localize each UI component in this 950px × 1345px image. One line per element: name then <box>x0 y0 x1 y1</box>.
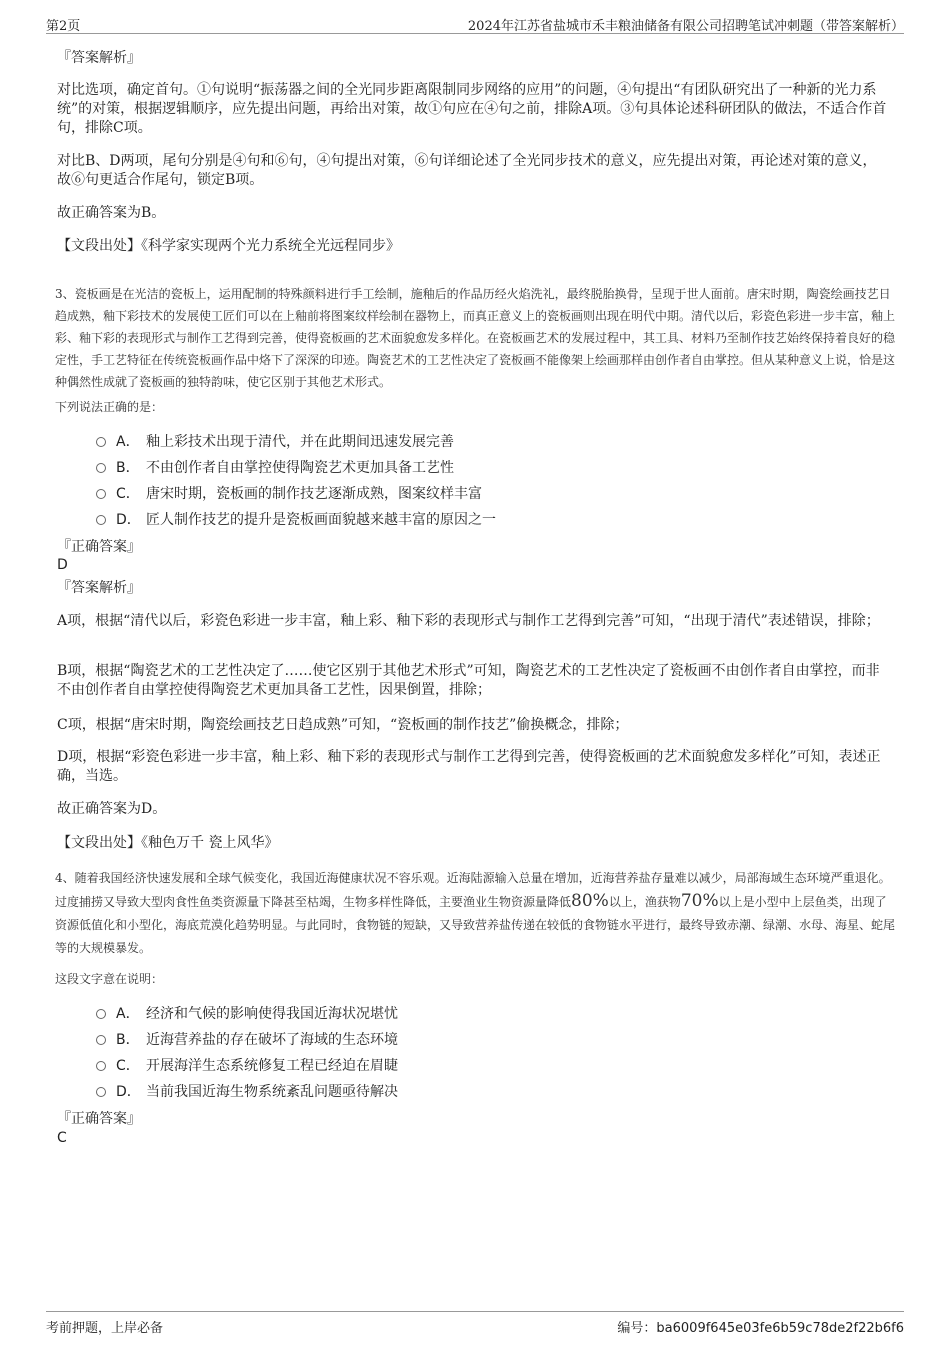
document-id: 编号：ba6009f645e03fe6b59c78de2f22b6f6 <box>617 1321 904 1336</box>
q3-option-c[interactable]: C． 唐宋时期，瓷板画的制作技艺逐渐成熟，图案纹样丰富 <box>96 484 482 504</box>
q4-prompt: 这段文字意在说明： <box>55 972 164 986</box>
radio-icon[interactable] <box>96 489 106 499</box>
radio-icon[interactable] <box>96 1087 106 1097</box>
q3-source: 【文段出处】《釉色万千 瓷上风华》 <box>57 835 279 851</box>
q2-conclusion: 故正确答案为B。 <box>57 205 166 221</box>
radio-icon[interactable] <box>96 1009 106 1019</box>
q2-analysis-label: 『答案解析』 <box>57 50 141 66</box>
q4-answer: C <box>57 1130 67 1146</box>
radio-icon[interactable] <box>96 437 106 447</box>
q3-analysis-label: 『答案解析』 <box>57 580 141 596</box>
q3-option-b[interactable]: B． 不由创作者自由掌控使得陶瓷艺术更加具备工艺性 <box>96 458 454 478</box>
q2-analysis-para1: 对比选项，确定首句。①句说明“振荡器之间的全光同步距离限制同步网络的应用”的问题，④句提出“有团队研究出了一种新的光力系统”的对策，根据逻辑顺序，应先提出问题，再给出对策，故①句应在④句之前，排除A项。③句具体论述科研团队的做法，不适合作首句，排除C项。 <box>57 82 887 136</box>
radio-icon[interactable] <box>96 1035 106 1045</box>
radio-icon[interactable] <box>96 1061 106 1071</box>
q3-analysis-a: A项，根据“清代以后，彩瓷色彩进一步丰富，釉上彩、釉下彩的表现形式与制作工艺得到完善”可知，“出现于清代”表述错误，排除； <box>57 613 880 629</box>
q4-option-d[interactable]: D． 当前我国近海生物系统紊乱问题亟待解决 <box>96 1082 398 1102</box>
q3-prompt: 下列说法正确的是： <box>55 400 164 414</box>
radio-icon[interactable] <box>96 463 106 473</box>
q3-answer-label: 『正确答案』 <box>57 539 141 555</box>
q3-answer: D <box>57 557 68 573</box>
q3-analysis-b: B项，根据“陶瓷艺术的工艺性决定了……使它区别于其他艺术形式”可知，陶瓷艺术的工艺性决定了瓷板画不由创作者自由掌控，而非不由创作者自由掌控使得陶瓷艺术更加具备工艺性，因果倒置，排除； <box>57 663 880 698</box>
q4-answer-label: 『正确答案』 <box>57 1111 141 1127</box>
q3-analysis-c: C项，根据“唐宋时期，陶瓷绘画技艺日趋成熟”可知，“瓷板画的制作技艺”偷换概念，排除； <box>57 717 629 733</box>
q4-option-c[interactable]: C． 开展海洋生态系统修复工程已经迫在眉睫 <box>96 1056 398 1076</box>
q3-passage: 3、瓷板画是在光洁的瓷板上，运用配制的特殊颜料进行手工绘制，施釉后的作品历经火焰洗礼，最终脱胎换骨，呈现于世人面前。唐宋时期，陶瓷绘画技艺日趋成熟，釉下彩技术的发展使工匠们可以在上釉前将图案纹样绘制在器物上，而真正意义上的瓷板画则出现在明代中期。清代以后，彩瓷色彩进一步丰富，釉上彩、釉下彩的表现形式与制作工艺得到完善，使得瓷板画的艺术面貌愈发多样化。在瓷板画艺术的发展过程中，其工具、材料乃至制作技艺始终保持着良好的稳定性，手工艺特征在传统瓷板画作品中烙下了深深的印迹。陶瓷艺术的工艺性决定了瓷板画不能像架上绘画那样由创作者自由掌控。但从某种意义上说，恰是这种偶然性成就了瓷板画的独特韵味，使它区别于其他艺术形式。 <box>55 287 896 389</box>
percentage-80: 80% <box>571 891 609 911</box>
q3-option-d[interactable]: D． 匠人制作技艺的提升是瓷板画面貌越来越丰富的原因之一 <box>96 510 496 530</box>
document-title: 2024年江苏省盐城市禾丰粮油储备有限公司招聘笔试冲刺题（带答案解析） <box>467 19 904 34</box>
page-number: 第2页 <box>46 19 81 34</box>
footer-slogan: 考前押题，上岸必备 <box>46 1321 164 1336</box>
percentage-70: 70% <box>680 891 719 911</box>
page-header <box>46 13 904 34</box>
q3-analysis-d: D项，根据“彩瓷色彩进一步丰富，釉上彩、釉下彩的表现形式与制作工艺得到完善，使得瓷板画的艺术面貌愈发多样化”可知，表述正确，当选。 <box>57 749 881 784</box>
q3-conclusion: 故正确答案为D。 <box>57 801 167 817</box>
q3-option-a[interactable]: A． 釉上彩技术出现于清代，并在此期间迅速发展完善 <box>96 432 454 452</box>
q2-source: 【文段出处】《科学家实现两个光力系统全光远程同步》 <box>57 238 400 254</box>
q4-option-a[interactable]: A． 经济和气候的影响使得我国近海状况堪忧 <box>96 1004 398 1024</box>
radio-icon[interactable] <box>96 515 106 525</box>
q4-passage: 4、随着我国经济快速发展和全球气候变化，我国近海健康状况不容乐观。近海陆源输入总量在增加，近海营养盐存量难以减少，局部海域生态环境严重退化。过度捕捞又导致大型肉食性鱼类资源量下降甚至枯竭，生物多样性降低，主要渔业生物资源量降低80%以上，渔获物70%以上是小型中上层鱼类，出现了资源低值化和小型化，海底荒漠化趋势明显。与此同时，食物链的短缺，又导致营养盐传递在较低的食物链水平进行，最终导致赤潮、绿潮、水母、海星、蛇尾等的大规模暴发。 <box>55 871 896 955</box>
q4-option-b[interactable]: B． 近海营养盐的存在破坏了海域的生态环境 <box>96 1030 398 1050</box>
page-footer <box>46 1311 904 1336</box>
q2-analysis-para2: 对比B、D两项，尾句分别是④句和⑥句，④句提出对策，⑥句详细论述了全光同步技术的意义，应先提出对策，再论述对策的意义，故⑥句更适合作尾句，锁定B项。 <box>57 153 877 188</box>
